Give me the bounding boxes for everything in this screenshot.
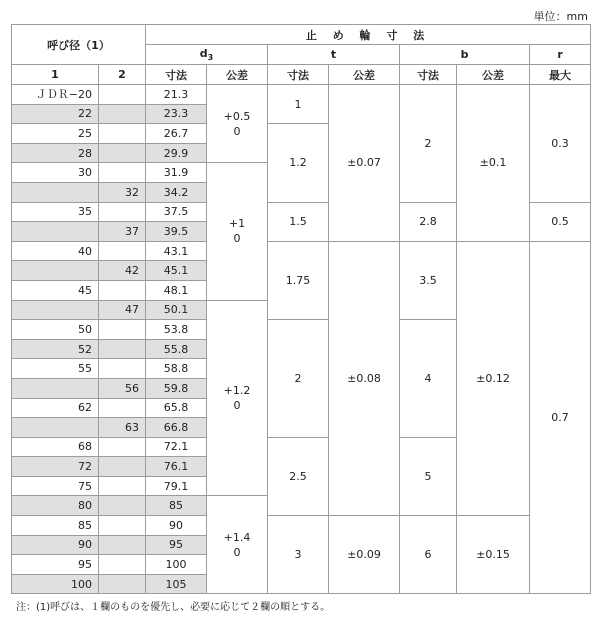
nominal-1-cell: 75 (12, 476, 99, 496)
table-row (12, 241, 591, 261)
nominal-2-cell (99, 339, 146, 359)
nominal-2-cell (99, 516, 146, 536)
t-dimension-cell: 1 (268, 85, 329, 124)
nominal-1-cell: 62 (12, 398, 99, 418)
nominal-2-cell: 47 (99, 300, 146, 320)
nominal-2-cell (99, 104, 146, 124)
col1-header: 1 (12, 65, 99, 85)
d3-dimension-cell: 100 (146, 555, 207, 575)
nominal-1-cell: 95 (12, 555, 99, 575)
b-tolerance-cell: ±0.15 (457, 516, 530, 594)
nominal-2-cell: 56 (99, 378, 146, 398)
nominal-2-cell (99, 555, 146, 575)
d3-dimension-cell: 45.1 (146, 261, 207, 281)
nominal-2-cell: 37 (99, 222, 146, 242)
d3-dimension-cell: 48.1 (146, 280, 207, 300)
d3-dim-header: 寸法 (146, 65, 207, 85)
r-max-cell: 0.7 (530, 241, 591, 594)
t-tolerance-cell: ±0.08 (329, 241, 400, 515)
nominal-2-cell (99, 280, 146, 300)
table-row (12, 85, 591, 105)
b-dimension-cell: 2.8 (400, 202, 457, 241)
t-dimension-cell: 2.5 (268, 437, 329, 515)
nominal-2-cell (99, 241, 146, 261)
nominal-2-cell (99, 437, 146, 457)
t-tolerance-cell: ±0.09 (329, 516, 400, 594)
d3-dimension-cell: 43.1 (146, 241, 207, 261)
b-dimension-cell: 6 (400, 516, 457, 594)
t-dim-header: 寸法 (268, 65, 329, 85)
nominal-1-cell: 50 (12, 320, 99, 340)
nominal-1-cell: 52 (12, 339, 99, 359)
nominal-1-cell: 72 (12, 457, 99, 477)
d3-dimension-cell: 85 (146, 496, 207, 516)
nominal-header: 呼び径（1） (12, 25, 146, 65)
nominal-1-cell: 35 (12, 202, 99, 222)
b-dimension-cell: 4 (400, 320, 457, 438)
nominal-2-cell (99, 496, 146, 516)
nominal-1-cell (12, 261, 99, 281)
d3-dimension-cell: 95 (146, 535, 207, 555)
b-tol-header: 公差 (457, 65, 530, 85)
nominal-1-cell: 45 (12, 280, 99, 300)
nominal-2-cell (99, 359, 146, 379)
nominal-1-cell: 40 (12, 241, 99, 261)
nominal-1-cell: 90 (12, 535, 99, 555)
d3-tolerance-cell: +0.5 0 (207, 85, 268, 163)
d3-dimension-cell: 26.7 (146, 124, 207, 144)
d3-tolerance-cell: +1.4 0 (207, 496, 268, 594)
t-tol-header: 公差 (329, 65, 400, 85)
nominal-1-cell: ＪＤＲ−20 (12, 85, 99, 105)
t-dimension-cell: 2 (268, 320, 329, 438)
d3-dimension-cell: 21.3 (146, 85, 207, 105)
nominal-2-cell (99, 202, 146, 222)
r-max-cell: 0.3 (530, 85, 591, 203)
footnote: 注：(1)呼びは、１欄のものを優先し、必要に応じて２欄の順とする。 (16, 602, 331, 613)
d3-dimension-cell: 34.2 (146, 182, 207, 202)
b-dimension-cell: 3.5 (400, 241, 457, 319)
d3-dimension-cell: 59.8 (146, 378, 207, 398)
b-dimension-cell: 2 (400, 85, 457, 203)
b-tolerance-cell: ±0.12 (457, 241, 530, 515)
nominal-1-cell (12, 222, 99, 242)
r-max-cell: 0.5 (530, 202, 591, 241)
nominal-2-cell (99, 320, 146, 340)
unit-label: 単位：mm (533, 10, 588, 23)
d3-dimension-cell: 55.8 (146, 339, 207, 359)
t-dimension-cell: 1.5 (268, 202, 329, 241)
d3-dimension-cell: 50.1 (146, 300, 207, 320)
table-row (12, 516, 591, 536)
d3-dimension-cell: 58.8 (146, 359, 207, 379)
d3-dimension-cell: 53.8 (146, 320, 207, 340)
nominal-1-cell: 55 (12, 359, 99, 379)
d3-tol-header: 公差 (207, 65, 268, 85)
nominal-1-cell: 80 (12, 496, 99, 516)
nominal-2-cell (99, 398, 146, 418)
nominal-1-cell: 100 (12, 574, 99, 594)
d3-tolerance-cell: +1 0 (207, 163, 268, 300)
t-tolerance-cell: ±0.07 (329, 85, 400, 242)
d3-header: $d_3$ (146, 45, 268, 65)
nominal-2-cell (99, 535, 146, 555)
d3-tolerance-cell: +1.2 0 (207, 300, 268, 496)
nominal-1-cell (12, 300, 99, 320)
nominal-1-cell (12, 378, 99, 398)
d3-dimension-cell: 66.8 (146, 418, 207, 438)
t-dimension-cell: 1.2 (268, 124, 329, 202)
nominal-1-cell: 68 (12, 437, 99, 457)
nominal-1-cell: 28 (12, 143, 99, 163)
b-dim-header: 寸法 (400, 65, 457, 85)
nominal-1-cell (12, 182, 99, 202)
d3-dimension-cell: 31.9 (146, 163, 207, 183)
d3-dimension-cell: 90 (146, 516, 207, 536)
ring-dimension-header: 止 め 輪 寸 法 (146, 25, 591, 45)
t-header: t (268, 45, 400, 65)
d3-dimension-cell: 72.1 (146, 437, 207, 457)
b-header: b (400, 45, 530, 65)
nominal-1-cell: 30 (12, 163, 99, 183)
nominal-1-cell: 85 (12, 516, 99, 536)
nominal-1-cell: 25 (12, 124, 99, 144)
t-dimension-cell: 3 (268, 516, 329, 594)
nominal-2-cell (99, 574, 146, 594)
col2-header: 2 (99, 65, 146, 85)
nominal-2-cell: 63 (99, 418, 146, 438)
nominal-2-cell (99, 124, 146, 144)
d3-dimension-cell: 79.1 (146, 476, 207, 496)
nominal-2-cell (99, 85, 146, 105)
nominal-2-cell (99, 476, 146, 496)
b-dimension-cell: 5 (400, 437, 457, 515)
d3-dimension-cell: 37.5 (146, 202, 207, 222)
nominal-1-cell (12, 418, 99, 438)
nominal-2-cell: 32 (99, 182, 146, 202)
d3-dimension-cell: 65.8 (146, 398, 207, 418)
nominal-2-cell (99, 457, 146, 477)
d3-dimension-cell: 105 (146, 574, 207, 594)
d3-dimension-cell: 76.1 (146, 457, 207, 477)
r-header: r (530, 45, 591, 65)
retaining-ring-dimension-table (11, 24, 591, 594)
t-dimension-cell: 1.75 (268, 241, 329, 319)
nominal-1-cell: 22 (12, 104, 99, 124)
nominal-2-cell (99, 143, 146, 163)
r-max-header: 最大 (530, 65, 591, 85)
b-tolerance-cell: ±0.1 (457, 85, 530, 242)
nominal-2-cell: 42 (99, 261, 146, 281)
d3-dimension-cell: 39.5 (146, 222, 207, 242)
nominal-2-cell (99, 163, 146, 183)
d3-dimension-cell: 29.9 (146, 143, 207, 163)
d3-dimension-cell: 23.3 (146, 104, 207, 124)
table-body (12, 85, 591, 594)
